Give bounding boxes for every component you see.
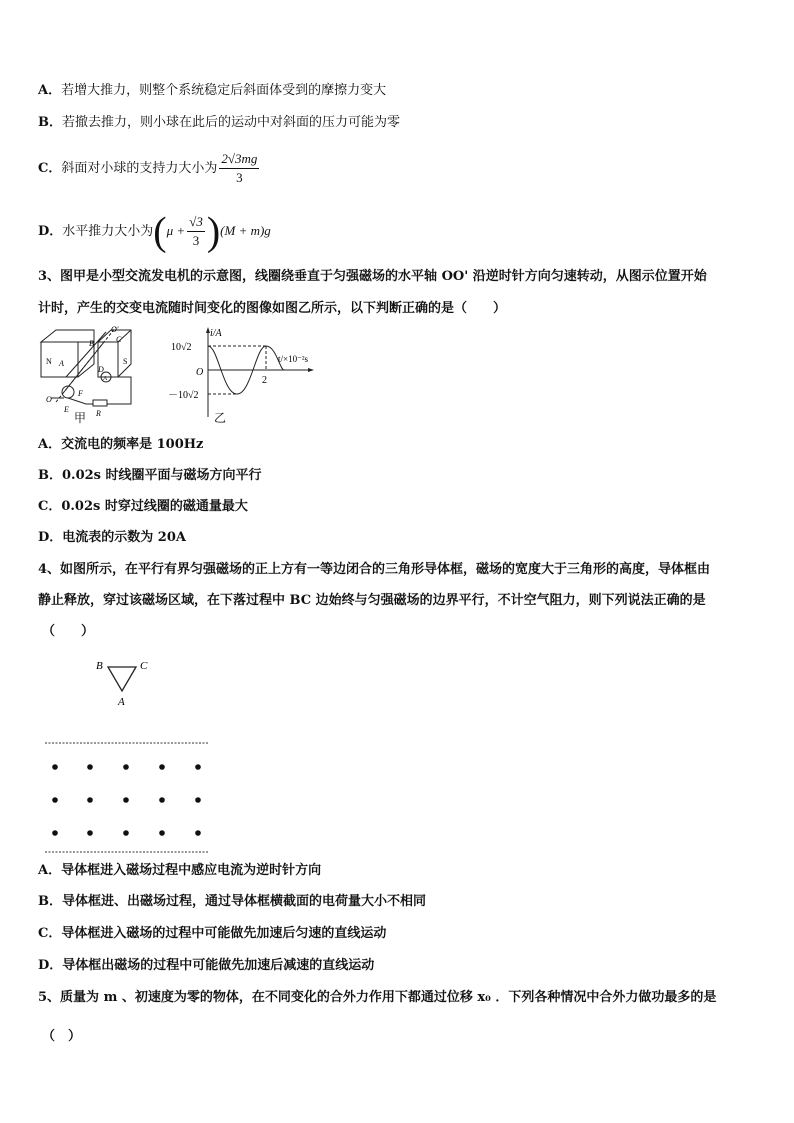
triangle-frame xyxy=(108,667,136,691)
denominator: 3 xyxy=(192,233,200,248)
option-text: 斜面对小球的支持力大小为 xyxy=(61,161,218,176)
q4-option-a xyxy=(38,863,321,879)
q4-stem-line1: 4、如图所示，在平行有界匀强磁场的正上方有一等边闭合的三角形导体框，磁场的宽度大于三角形的高度，导体框由 xyxy=(38,562,711,577)
option-label: B． xyxy=(38,894,62,909)
option-label: A． xyxy=(38,83,62,98)
field-dot xyxy=(52,830,58,836)
label-r: R xyxy=(96,409,101,418)
field-dot xyxy=(87,830,93,836)
vertex-a-label: A xyxy=(118,696,125,708)
q3-option-b xyxy=(38,468,262,484)
mu-term: μ + xyxy=(166,223,186,238)
triangle-frame-diagram xyxy=(90,655,160,710)
q5-stem-line2: （ ） xyxy=(42,1029,82,1044)
q5-stem-line1: 5、质量为 m 、初速度为零的物体，在不同变化的合外力作用下都通过位移 x₀ ．下列各种情况中合外力做功最多的是 xyxy=(38,990,717,1005)
numerator: 2√3mg xyxy=(219,150,259,169)
figure-caption-yi: 乙 xyxy=(214,411,227,425)
q2-option-a xyxy=(38,83,386,99)
current-time-graph xyxy=(168,325,318,425)
label-n: N xyxy=(46,357,52,366)
field-dot xyxy=(159,764,165,770)
magnetic-field-region xyxy=(40,735,215,860)
q4-option-c xyxy=(38,926,386,942)
label-s: S xyxy=(123,357,128,366)
option-text: 若撤去推力，则小球在此后的运动中对斜面的压力可能为零 xyxy=(62,115,401,130)
y-max-label: 10√2 xyxy=(171,342,192,353)
option-label: C． xyxy=(38,161,62,176)
field-dot xyxy=(52,764,58,770)
option-label: A． xyxy=(38,437,62,452)
option-text: 0.02s 时穿过线圈的磁通量最大 xyxy=(61,499,248,514)
y-min-label: －10√2 xyxy=(168,390,199,401)
field-dot xyxy=(159,797,165,803)
q3-option-a xyxy=(38,437,203,453)
ammeter-label: A xyxy=(103,376,108,382)
label-a: A xyxy=(59,359,64,368)
option-text: 电流表的示数为 20A xyxy=(62,530,186,545)
label-o-prime: O' xyxy=(111,325,119,334)
field-dot xyxy=(87,764,93,770)
option-text: 交流电的频率是 100Hz xyxy=(61,437,204,452)
option-label: D． xyxy=(38,224,63,239)
option-label: D． xyxy=(38,958,63,973)
x-tick-label: 2 xyxy=(262,375,267,386)
q3-stem-line1: 3、图甲是小型交流发电机的示意图，线圈绕垂直于匀强磁场的水平轴 OO' 沿逆时针方向匀速转动，从图示位置开始 xyxy=(38,269,707,284)
numerator: √3 xyxy=(187,213,205,232)
field-dot xyxy=(195,830,201,836)
option-text: 导体框进入磁场的过程中可能做先加速后匀速的直线运动 xyxy=(61,926,387,941)
q4-stem-line2: 静止释放，穿过该磁场区域，在下落过程中 BC 边始终与匀强磁场的边界平行，不计空气阻力，则下列说法正确的是 xyxy=(38,593,706,608)
option-text: 导体框进入磁场过程中感应电流为逆时针方向 xyxy=(61,863,322,878)
origin-label: O xyxy=(196,367,204,378)
fraction xyxy=(187,213,205,250)
option-text: 若增大推力，则整个系统稳定后斜面体受到的摩擦力变大 xyxy=(61,83,387,98)
field-dot xyxy=(87,797,93,803)
option-text: 0.02s 时线圈平面与磁场方向平行 xyxy=(62,468,262,483)
field-dot xyxy=(123,830,129,836)
q2-option-b xyxy=(38,115,400,131)
q4-stem-line3: （ ） xyxy=(42,624,95,639)
q2-option-d: D．水平推力大小为(μ + $\frac{√3}{3}$ )(M + m)g xyxy=(38,208,271,254)
field-dot xyxy=(159,830,165,836)
label-d: D xyxy=(98,365,104,374)
label-f: F xyxy=(78,389,83,398)
label-b: B xyxy=(89,339,94,348)
option-label: C． xyxy=(38,499,62,514)
field-dots xyxy=(52,764,201,836)
vertex-b-label: B xyxy=(96,660,103,672)
label-e: E xyxy=(64,405,69,414)
q4-option-b xyxy=(38,894,426,910)
fraction xyxy=(219,150,259,187)
field-dot xyxy=(123,764,129,770)
option-label: A． xyxy=(38,863,62,878)
option-text: 导体框出磁场的过程中可能做先加速后减速的直线运动 xyxy=(62,958,375,973)
option-label: D． xyxy=(38,530,63,545)
label-c: C xyxy=(116,335,122,344)
q2-option-c xyxy=(38,150,261,187)
label-o: O xyxy=(46,395,52,404)
q4-option-d xyxy=(38,958,374,974)
figure-caption-jia: 甲 xyxy=(74,411,87,425)
q3-option-d xyxy=(38,530,186,546)
option-text: 水平推力大小为 xyxy=(62,224,154,239)
field-dot xyxy=(195,797,201,803)
option-label: B． xyxy=(38,468,62,483)
y-axis-label: i/A xyxy=(210,328,222,339)
field-dot xyxy=(123,797,129,803)
field-dot xyxy=(52,797,58,803)
q3-stem-line2: 计时，产生的交变电流随时间变化的图像如图乙所示，以下判断正确的是（ ） xyxy=(38,301,507,316)
option-label: C． xyxy=(38,926,62,941)
option-text: 导体框进、出磁场过程，通过导体框横截面的电荷量大小不相同 xyxy=(62,894,427,909)
denominator: 3 xyxy=(236,170,243,185)
field-dot xyxy=(195,764,201,770)
option-label: B． xyxy=(38,115,62,130)
vertex-c-label: C xyxy=(140,660,148,672)
q3-option-c xyxy=(38,499,248,515)
mass-term: (M + m)g xyxy=(220,223,271,238)
x-axis-label: t/×10⁻²s xyxy=(278,354,309,364)
